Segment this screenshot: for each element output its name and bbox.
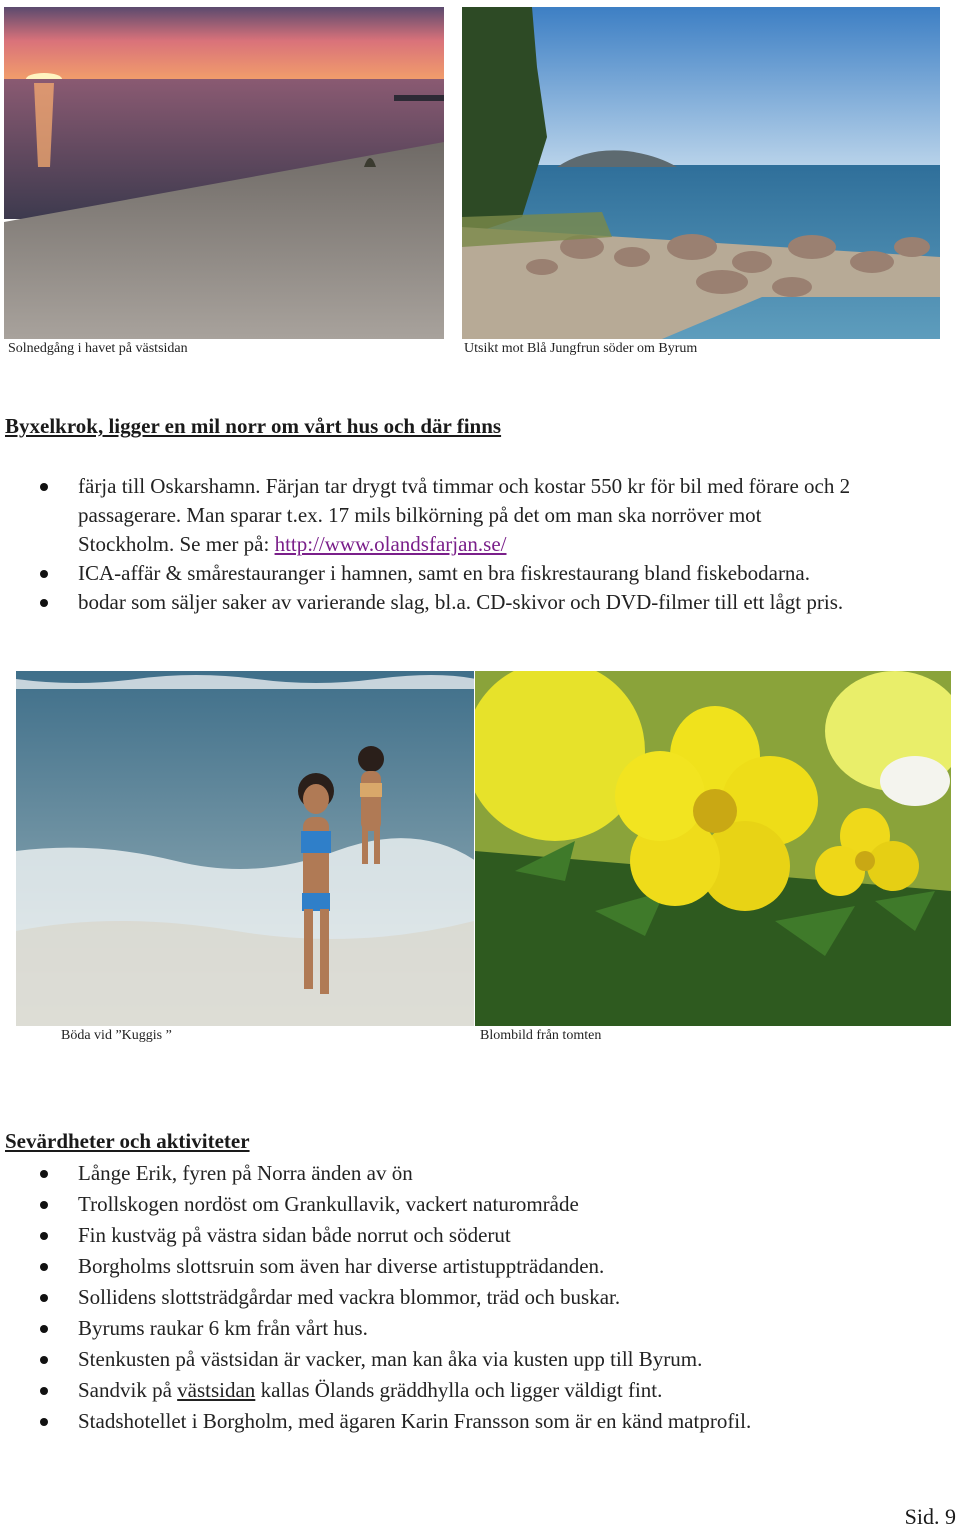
sevardheter-list	[0, 1158, 751, 1437]
bullet-icon	[40, 570, 48, 578]
byxelkrok-heading: Byxelkrok, ligger en mil norr om vårt hus och där finns	[5, 414, 502, 438]
list-item-sandvik	[0, 1375, 751, 1406]
ferry-line-1: färja till Oskarshamn. Färjan tar drygt två timmar och kostar 550 kr för bil med förare och 2	[78, 474, 851, 498]
flower-photo	[475, 671, 951, 1026]
olandsfarjan-link[interactable]: http://www.olandsfarjan.se/	[274, 532, 507, 556]
bullet-icon	[40, 599, 48, 607]
list-item	[0, 1158, 751, 1189]
bullet-icon	[40, 1418, 48, 1426]
list-item	[0, 1189, 751, 1220]
beach-kids-photo	[16, 671, 474, 1026]
sight-text: Stenkusten på västsidan är vacker, man kan åka via kusten upp till Byrum.	[78, 1347, 703, 1371]
sunset-photo	[4, 7, 444, 339]
byxelkrok-list	[0, 472, 850, 617]
list-item	[0, 1406, 751, 1437]
bodar-text: bodar som säljer saker av varierande slag, bl.a. CD-skivor och DVD-filmer till ett lågt pris.	[78, 590, 844, 614]
list-item	[0, 1282, 751, 1313]
sunset-caption: Solnedgång i havet på västsidan	[8, 341, 188, 356]
sevardheter-heading: Sevärdheter och aktiviteter	[5, 1129, 250, 1153]
list-item	[0, 1313, 751, 1344]
ica-text: ICA-affär & smårestauranger i hamnen, samt en bra fiskrestaurang bland fiskebodarna.	[78, 561, 811, 585]
list-item	[0, 1220, 751, 1251]
sandvik-suffix: kallas Ölands gräddhylla och ligger väldigt fint.	[255, 1378, 663, 1402]
rocks-caption: Utsikt mot Blå Jungfrun söder om Byrum	[464, 341, 698, 356]
bullet-icon	[40, 1201, 48, 1209]
bullet-icon	[40, 483, 48, 491]
bullet-icon	[40, 1387, 48, 1395]
vastsidan-underlined: västsidan	[177, 1378, 256, 1402]
sandvik-prefix: Sandvik på	[78, 1378, 178, 1402]
sight-text: Stadshotellet i Borgholm, med ägaren Karin Fransson som är en känd matprofil.	[78, 1409, 752, 1433]
bullet-icon	[40, 1294, 48, 1302]
list-item	[0, 1344, 751, 1375]
list-item	[0, 1251, 751, 1282]
ferry-line-2: passagerare. Man sparar t.ex. 17 mils bilkörning på det om man ska norröver mot	[78, 503, 762, 527]
flower-caption: Blombild från tomten	[480, 1028, 602, 1043]
bullet-icon	[40, 1325, 48, 1333]
list-item-ferry	[0, 472, 850, 559]
sight-text: Sollidens slottsträdgårdar med vackra blommor, träd och buskar.	[78, 1285, 621, 1309]
ferry-line-3: Stockholm. Se mer på:	[78, 532, 275, 556]
list-item-bodar	[0, 588, 850, 617]
sight-text: Trollskogen nordöst om Grankullavik, vackert naturområde	[78, 1192, 579, 1216]
sight-text: Byrums raukar 6 km från vårt hus.	[78, 1316, 368, 1340]
rocks-photo	[462, 7, 940, 339]
sight-text: Långe Erik, fyren på Norra änden av ön	[78, 1161, 413, 1185]
list-item-ica	[0, 559, 850, 588]
bullet-icon	[40, 1263, 48, 1271]
bullet-icon	[40, 1356, 48, 1364]
bullet-icon	[40, 1170, 48, 1178]
page-number: Sid. 9	[904, 1504, 956, 1529]
sight-text: Fin kustväg på västra sidan både norrut och söderut	[78, 1223, 511, 1247]
sight-text: Borgholms slottsruin som även har diverse artistuppträdanden.	[78, 1254, 605, 1278]
bullet-icon	[40, 1232, 48, 1240]
beach-kids-caption: Böda vid ”Kuggis ”	[61, 1028, 172, 1043]
